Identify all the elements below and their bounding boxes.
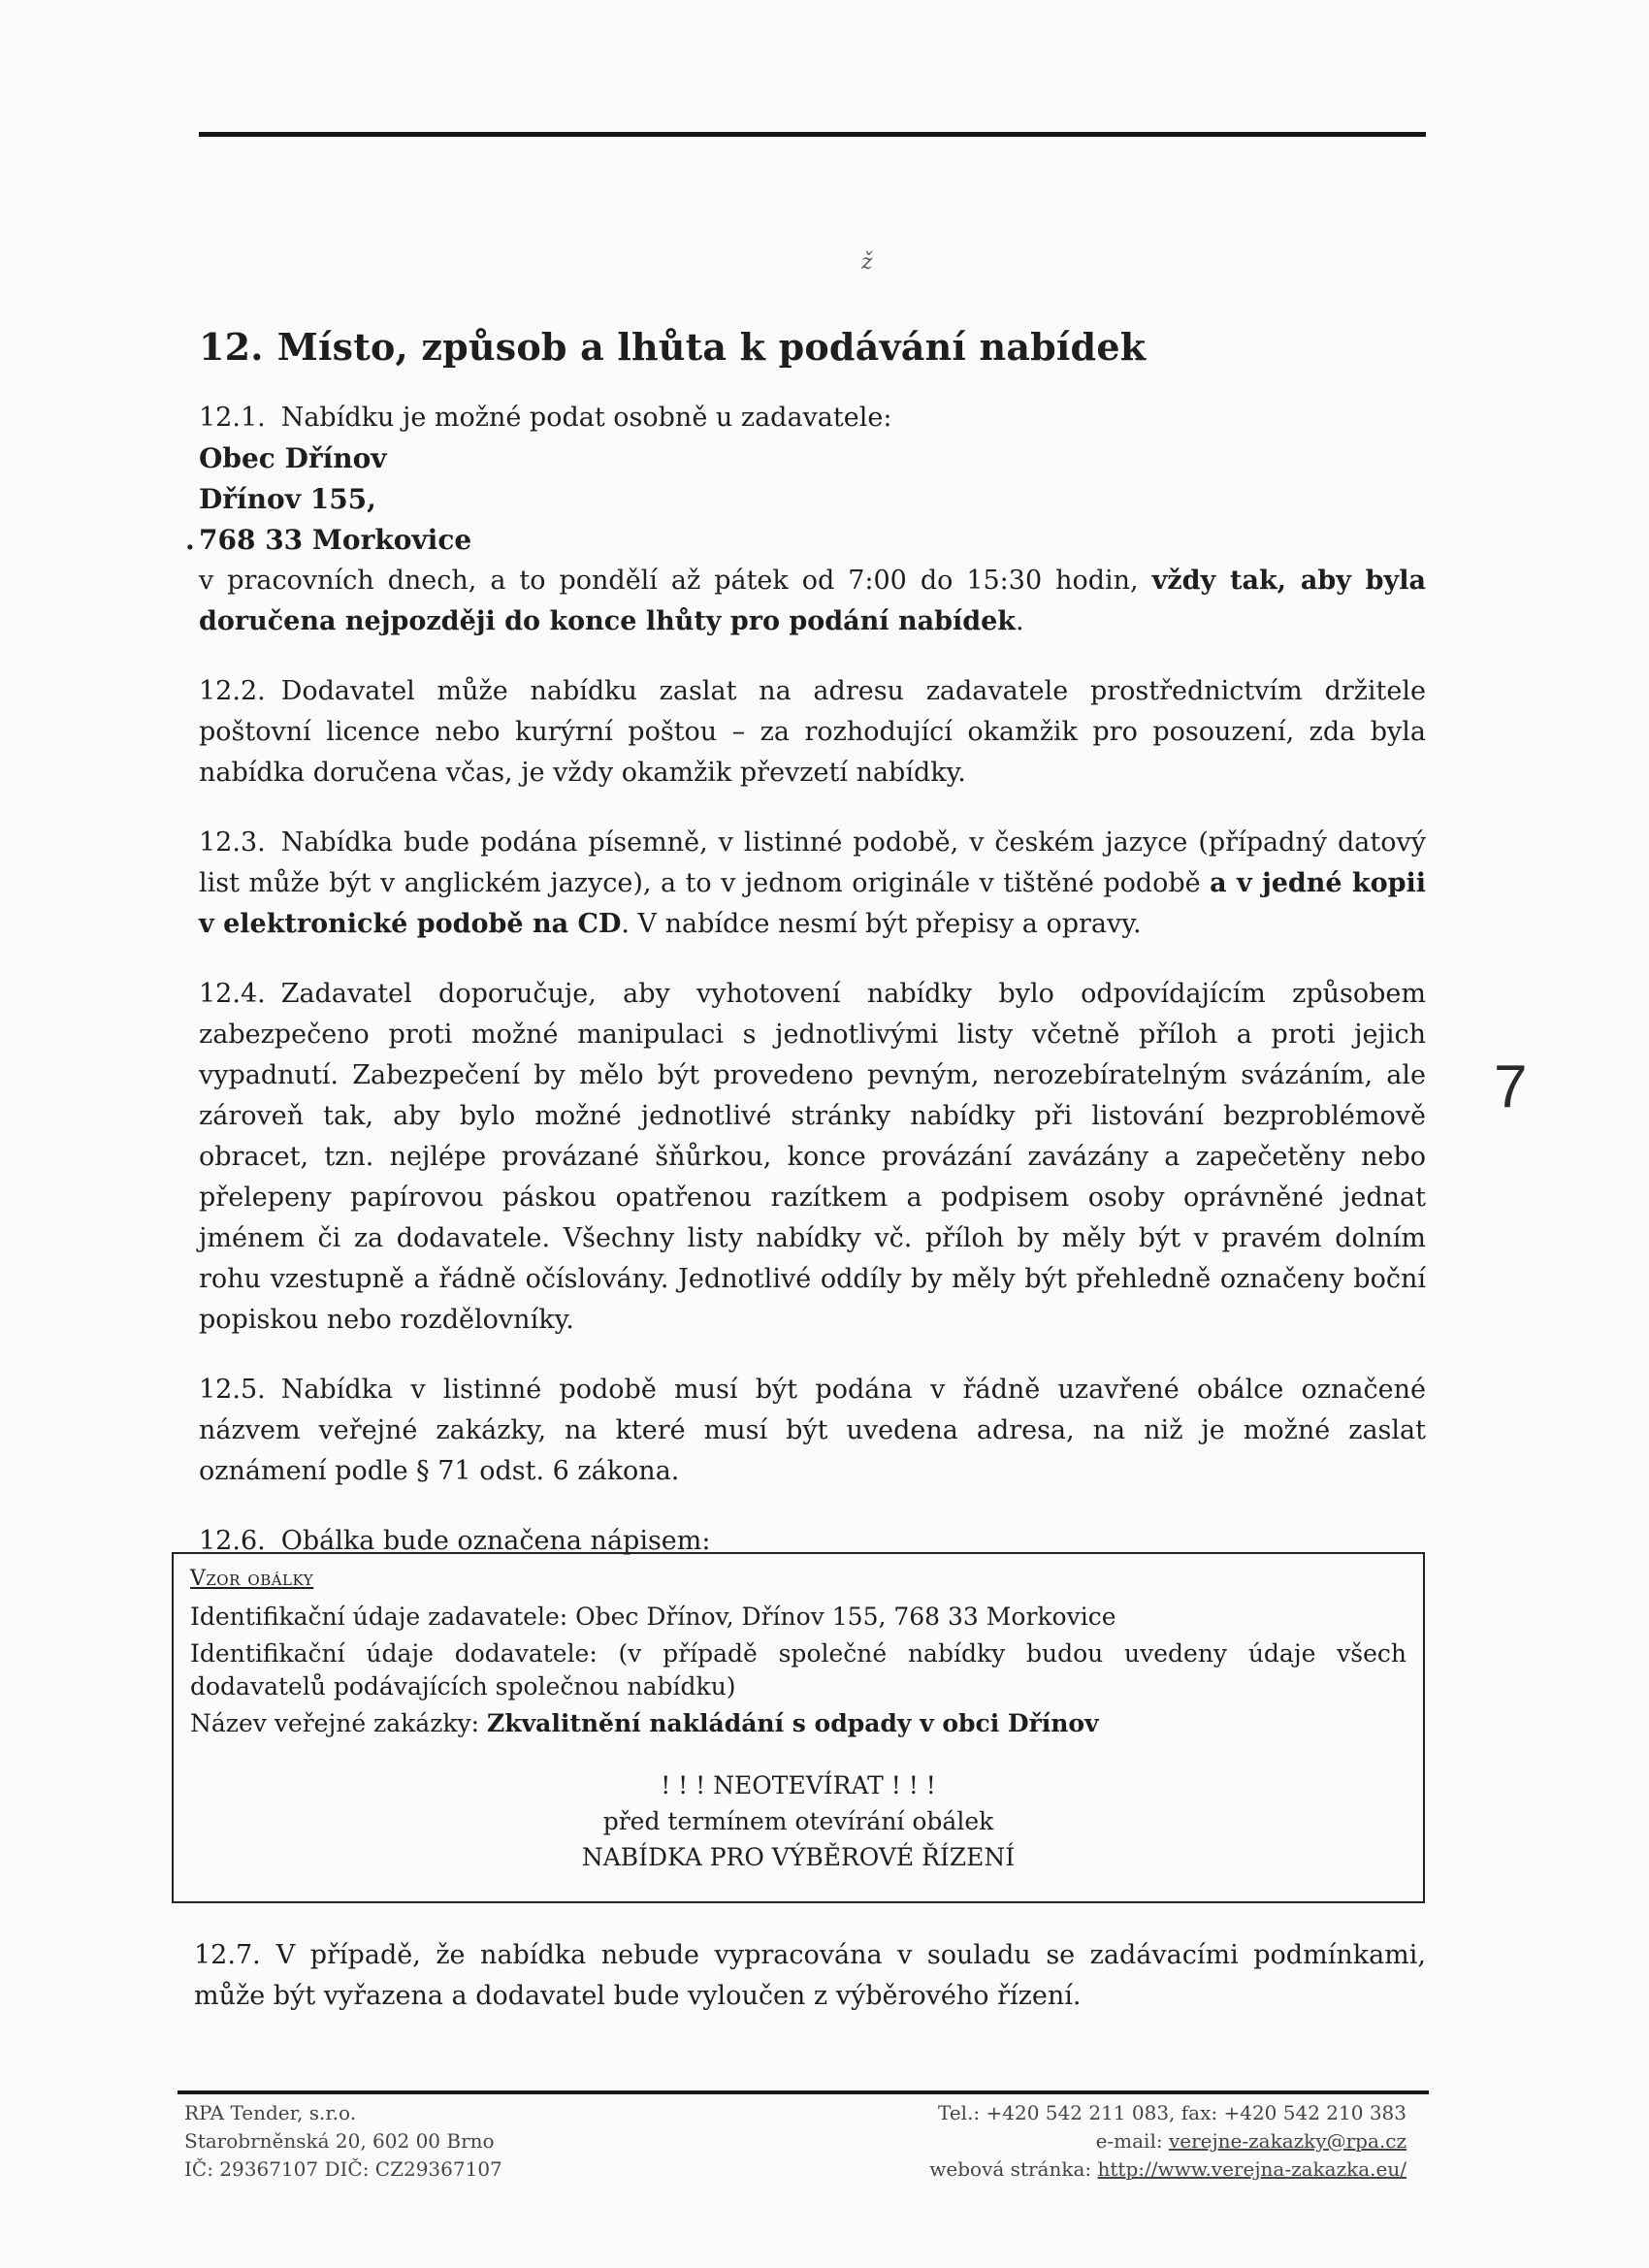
paragraph-number: 12.5. bbox=[199, 1375, 266, 1405]
paragraph-number: 12.3. bbox=[199, 827, 266, 858]
envelope-warning: ! ! ! NEOTEVÍRAT ! ! ! bbox=[661, 1771, 936, 1799]
envelope-before-opening: před termínem otevírání obálek bbox=[602, 1807, 994, 1835]
footer-web-label: webová stránka: bbox=[929, 2157, 1098, 2181]
address-dot: . bbox=[185, 524, 195, 556]
office-hours bbox=[199, 561, 1426, 642]
paragraph-12-4 bbox=[199, 974, 1426, 1341]
document-body bbox=[185, 310, 1426, 1562]
submission-address bbox=[185, 438, 1426, 561]
paragraph-text: V případě, že nabídka nebude vypracována v souladu se zadávacími podmínkami, může být vyřazena a dodavatel bude vyloučen z výběrového řízení. bbox=[194, 1940, 1426, 2011]
paragraph-number: 12.2. bbox=[199, 676, 266, 706]
paragraph-number: 12.1. bbox=[199, 403, 266, 433]
paragraph-12-1 bbox=[199, 398, 1426, 438]
section-number: 12. bbox=[199, 325, 264, 369]
paragraph-number: 12.6. bbox=[199, 1526, 266, 1556]
contract-name-label: Název veřejné zakázky: bbox=[190, 1709, 488, 1737]
address-line bbox=[185, 520, 1426, 561]
paragraph-end: . V nabídce nesmí být přepisy a opravy. bbox=[621, 909, 1142, 939]
footer-contact-info bbox=[929, 2099, 1406, 2184]
header-rule bbox=[199, 132, 1426, 137]
paragraph-text: Nabídku je možné podat osobně u zadavatele: bbox=[280, 403, 892, 433]
hours-bold: vždy tak, aby byla doručena nejpozději do konce lhůty pro podání nabídek bbox=[199, 566, 1426, 636]
paragraph-text: Dodavatel může nabídku zaslat na adresu zadavatele prostřednictvím držitele poštovní licence nebo kurýrní poštou – za rozhodující okamžik pro posouzení, zda byla nabídka doručena včas, je vždy okamžik převzetí nabídky. bbox=[199, 676, 1426, 788]
paragraph-text: Nabídka v listinné podobě musí být podána v řádně uzavřené obálce označené názvem veřejné zakázky, na které musí být uvedena adresa, na niž je možné zaslat oznámení podle § 71 odst. 6 zákona. bbox=[199, 1375, 1426, 1486]
envelope-template-box bbox=[172, 1552, 1425, 1903]
handwritten-page-number: 7 bbox=[1494, 1053, 1528, 1120]
paragraph-text: Nabídka bude podána písemně, v listinné podobě, v českém jazyce (případný datový list může být v anglickém jazyce), a to v jednom originále v tištěné podobě bbox=[199, 827, 1426, 898]
paragraph-12-7 bbox=[194, 1935, 1426, 2017]
footer-email-label: e-mail: bbox=[1095, 2129, 1169, 2153]
envelope-title: Vzor obálky bbox=[190, 1567, 314, 1591]
paragraph-12-3 bbox=[199, 823, 1426, 945]
paragraph-12-2 bbox=[199, 671, 1426, 794]
envelope-contract-name bbox=[190, 1707, 1406, 1740]
paragraph-number: 12.7. bbox=[194, 1940, 261, 1970]
envelope-purpose: NABÍDKA PRO VÝBĚROVÉ ŘÍZENÍ bbox=[581, 1843, 1016, 1871]
address-text: 768 33 Morkovice bbox=[199, 524, 472, 556]
footer-company: RPA Tender, s.r.o. bbox=[184, 2101, 357, 2124]
paragraph-bold: a v jedné kopii v elektronické podobě na CD bbox=[199, 868, 1426, 939]
footer-phone: Tel.: +420 542 211 083, fax: +420 542 210 383 bbox=[938, 2101, 1406, 2124]
scan-mark: ž bbox=[861, 250, 873, 275]
paragraph-text: Zadavatel doporučuje, aby vyhotovení nabídky bylo odpovídajícím způsobem zabezpečeno proti možné manipulaci s jednotlivými listy včetně příloh a proti jejich vypadnutí. Zabezpečení by mělo být provedeno pevným, nerozebíratelným svázáním, ale zároveň tak, aby bylo možné jednotlivé stránky nabídky při listování bezproblémově obracet, tzn. nejlépe provázané šňůrkou, konce provázání zavázány a zapečetěny nebo přelepeny papírovou páskou opatřenou razítkem a podpisem osoby oprávněné jednat jménem či za dodavatele. Všechny listy nabídky vč. příloh by měly být v pravém dolním rohu vzestupně a řádně očíslovány. Jednotlivé oddíly by měly být přehledně označeny boční popiskou nebo rozdělovníky. bbox=[199, 979, 1426, 1335]
paragraph-12-5 bbox=[199, 1370, 1426, 1492]
footer-address: Starobrněnská 20, 602 00 Brno bbox=[184, 2129, 495, 2153]
section-heading bbox=[199, 325, 1426, 369]
footer-company-info bbox=[184, 2099, 502, 2184]
paragraph-text: Obálka bude označena nápisem: bbox=[280, 1526, 711, 1556]
hours-text: v pracovních dnech, a to pondělí až pátek od 7:00 do 15:30 hodin, bbox=[199, 566, 1152, 596]
address-line: Obec Dřínov bbox=[199, 442, 387, 474]
footer-email-line bbox=[929, 2127, 1406, 2155]
footer-ids: IČ: 29367107 DIČ: CZ29367107 bbox=[184, 2157, 502, 2181]
footer-email-link[interactable]: verejne-zakazky@rpa.cz bbox=[1168, 2129, 1406, 2153]
footer-rule bbox=[178, 2090, 1429, 2094]
contract-name-value: Zkvalitnění nakládání s odpady v obci Dřínov bbox=[487, 1709, 1099, 1737]
footer-web-link[interactable]: http://www.verejna-zakazka.eu/ bbox=[1097, 2157, 1406, 2181]
footer-web-line bbox=[929, 2155, 1406, 2184]
hours-end: . bbox=[1015, 606, 1024, 636]
envelope-contracting-authority: Identifikační údaje zadavatele: Obec Dřínov, Dřínov 155, 768 33 Morkovice bbox=[190, 1603, 1116, 1631]
paragraph-number: 12.4. bbox=[199, 979, 266, 1009]
address-line: Dřínov 155, bbox=[199, 483, 376, 515]
document-body-after-box bbox=[194, 1935, 1426, 2017]
envelope-supplier: Identifikační údaje dodavatele: (v případě společné nabídky budou uvedeny údaje všech dodavatelů podávajících společnou nabídku) bbox=[190, 1639, 1406, 1701]
section-title: Místo, způsob a lhůta k podávání nabídek bbox=[276, 325, 1147, 369]
